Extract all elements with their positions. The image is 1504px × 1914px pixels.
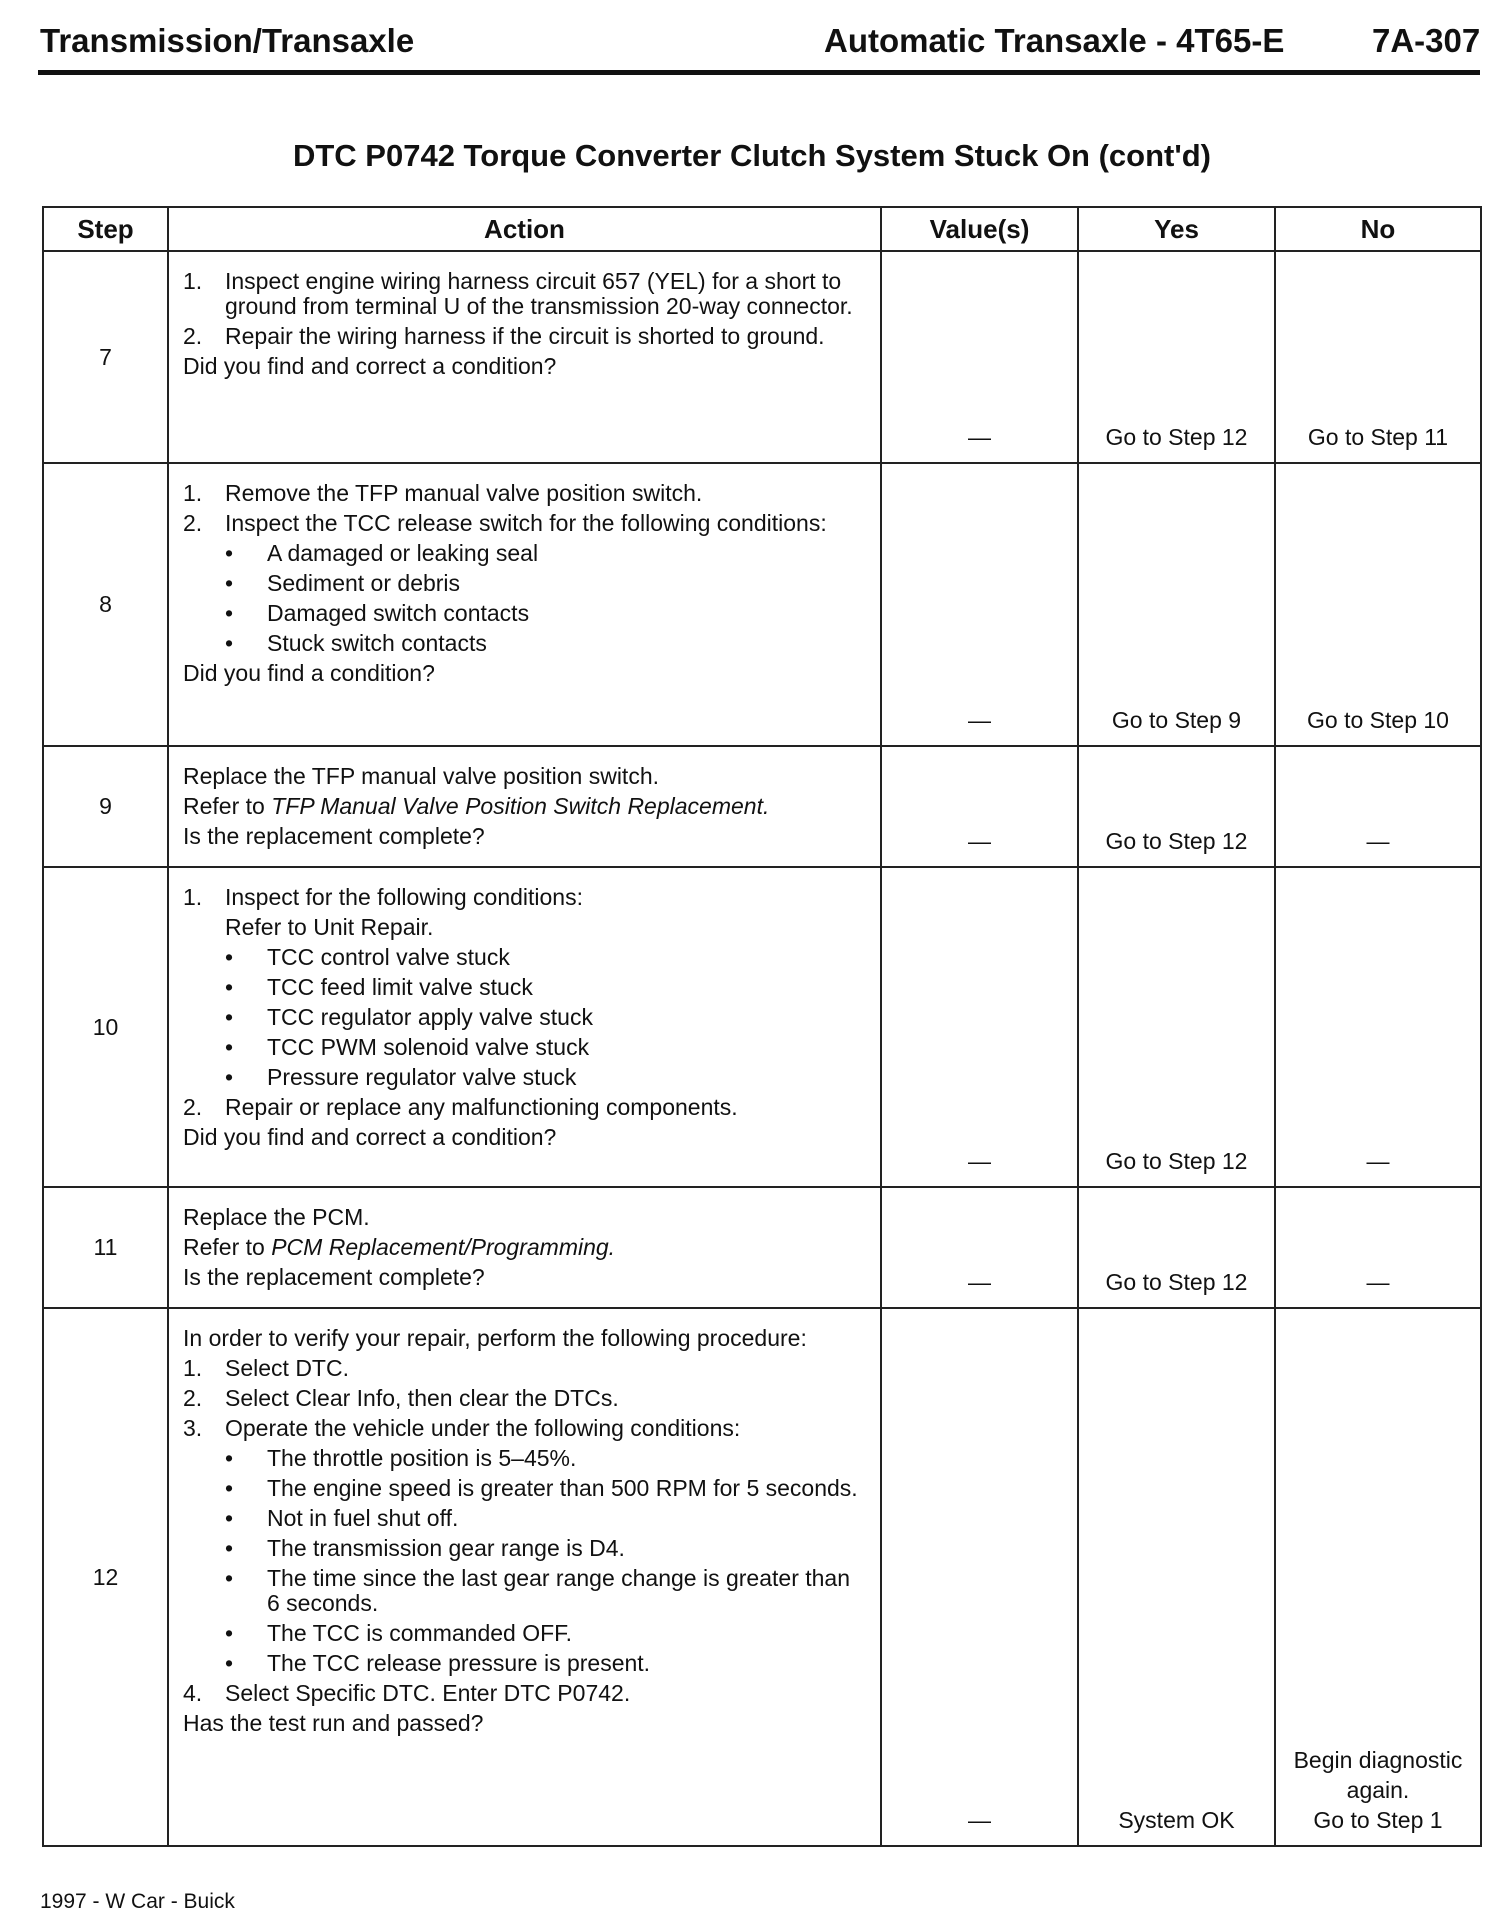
table-row-step-9 — [43, 746, 1481, 867]
condition-bullet: Sediment or debris — [267, 570, 461, 596]
action-question: Did you find and correct a condition? — [183, 353, 557, 379]
header-subject: Automatic Transaxle - 4T65-E — [824, 22, 1285, 59]
no-cell-line: Go to Step 1 — [1313, 1807, 1443, 1833]
header-section: Transmission/Transaxle — [40, 22, 415, 59]
condition-bullet: TCC PWM solenoid valve stuck — [267, 1034, 590, 1060]
yes-cell: Go to Step 12 — [1078, 251, 1275, 463]
value-cell: — — [881, 746, 1078, 867]
condition-bullet: The TCC is commanded OFF. — [267, 1620, 573, 1646]
column-header-values: Value(s) — [881, 207, 1078, 251]
diagnostic-table — [42, 206, 1482, 1847]
value-cell: — — [881, 1308, 1078, 1846]
action-line: Replace the PCM. — [183, 1204, 370, 1230]
action-item: Repair or replace any malfunctioning components. — [225, 1094, 738, 1120]
action-cell — [168, 746, 881, 867]
action-question: Is the replacement complete? — [183, 1264, 485, 1290]
condition-bullet: TCC regulator apply valve stuck — [267, 1004, 593, 1030]
no-cell: Go to Step 11 — [1275, 251, 1481, 463]
action-item: Remove the TFP manual valve position switch. — [225, 480, 703, 506]
action-item: Select DTC. — [225, 1355, 349, 1381]
step-number: 11 — [43, 1187, 168, 1308]
column-header-action: Action — [168, 207, 881, 251]
column-header-yes: Yes — [1078, 207, 1275, 251]
action-line: Replace the TFP manual valve position switch. — [183, 763, 660, 789]
value-cell: — — [881, 463, 1078, 746]
condition-bullet: Damaged switch contacts — [267, 600, 530, 626]
no-cell-line: Begin diagnostic again. — [1293, 1747, 1463, 1803]
table-row-step-11 — [43, 1187, 1481, 1308]
action-intro: In order to verify your repair, perform the following procedure: — [183, 1325, 807, 1351]
page-title: DTC P0742 Torque Converter Clutch System Stuck On (cont'd) — [292, 138, 1211, 173]
value-cell: — — [881, 867, 1078, 1187]
no-cell: — — [1275, 746, 1481, 867]
condition-bullet: A damaged or leaking seal — [267, 540, 539, 566]
column-header-step: Step — [43, 207, 168, 251]
header-rule — [38, 70, 1480, 75]
condition-bullet: Not in fuel shut off. — [267, 1505, 459, 1531]
yes-cell: System OK — [1078, 1308, 1275, 1846]
refer-link[interactable]: PCM Replacement/Programming. — [271, 1234, 616, 1260]
condition-bullet: The time since the last gear range change is greater than 6 seconds. — [267, 1565, 851, 1616]
value-cell: — — [881, 251, 1078, 463]
no-cell: Go to Step 10 — [1275, 463, 1481, 746]
action-question: Is the replacement complete? — [183, 823, 485, 849]
header-page-number: 7A-307 — [1372, 22, 1481, 59]
action-question: Has the test run and passed? — [183, 1710, 484, 1736]
condition-bullet: Pressure regulator valve stuck — [267, 1064, 577, 1090]
action-question: Did you find a condition? — [183, 660, 435, 686]
condition-bullet: TCC feed limit valve stuck — [267, 974, 533, 1000]
step-number: 7 — [43, 251, 168, 463]
action-cell — [168, 1187, 881, 1308]
refer-prefix: Refer to — [183, 793, 265, 819]
action-item: Inspect for the following conditions: — [225, 884, 583, 910]
action-item: Select Clear Info, then clear the DTCs. — [225, 1385, 619, 1411]
step-number: 9 — [43, 746, 168, 867]
action-item: Select Specific DTC. Enter DTC P0742. — [225, 1680, 631, 1706]
action-cell: 1. Inspect for the following conditions: Refer to Unit Repair. • TCC control valve stuck • TCC feed limit valve stuck • TCC regulator apply valve stuck • TCC PWM solenoid valve stuck • Pressure regulator valve stuck 2. Repair or replace any malfunctioning components. Did you find and correct a condition? — [168, 867, 881, 1187]
action-item: Operate the vehicle under the following conditions: — [225, 1415, 741, 1441]
action-cell: 1. Inspect engine wiring harness circuit 657 (YEL) for a short to ground from terminal U of the transmission 20-way connector. 2. Repair the wiring harness if the circuit is shorted to ground. Did you find and correct a condition? — [168, 251, 881, 463]
action-item: Inspect engine wiring harness circuit 657 (YEL) for a short to ground from terminal U of the transmission 20-way connector. — [225, 268, 853, 319]
no-cell — [1275, 1308, 1481, 1846]
condition-bullet: The TCC release pressure is present. — [267, 1650, 651, 1676]
value-cell: — — [881, 1187, 1078, 1308]
action-item: Inspect the TCC release switch for the following conditions: — [225, 510, 827, 536]
action-cell: In order to verify your repair, perform the following procedure: 1. Select DTC. 2. Select Clear Info, then clear the DTCs. 3. Operate the vehicle under the following conditions: • The throttle position is 5–45%. • The engine speed is greater than 500 RPM for 5 seconds. • Not in fuel shut off. • The transmission gear range is D4. • The time since the last gear range change is greater than 6 seconds. • The TCC is commanded OFF. • The TCC release pressure is present. 4. Select Specific DTC. Enter DTC P0742. Has the test run and passed? — [168, 1308, 881, 1846]
refer-link[interactable]: TFP Manual Valve Position Switch Replacement. — [271, 793, 770, 819]
step-number: 12 — [43, 1308, 168, 1846]
refer-text: Refer to Unit Repair. — [225, 914, 434, 940]
action-cell: 1. Remove the TFP manual valve position switch. 2. Inspect the TCC release switch for the following conditions: • A damaged or leaking seal • Sediment or debris • Damaged switch contacts • Stuck switch contacts Did you find a condition? — [168, 463, 881, 746]
table-row-step-7 — [43, 251, 1481, 463]
step-number: 10 — [43, 867, 168, 1187]
table-header-row — [43, 207, 1481, 251]
condition-bullet: The engine speed is greater than 500 RPM for 5 seconds. — [267, 1475, 858, 1501]
table-row-step-8 — [43, 463, 1481, 746]
yes-cell: Go to Step 9 — [1078, 463, 1275, 746]
condition-bullet: Stuck switch contacts — [267, 630, 487, 656]
refer-prefix: Refer to — [183, 1234, 265, 1260]
step-number: 8 — [43, 463, 168, 746]
table-row-step-10 — [43, 867, 1481, 1187]
action-item: Repair the wiring harness if the circuit is shorted to ground. — [225, 323, 825, 349]
condition-bullet: The throttle position is 5–45%. — [267, 1445, 577, 1471]
yes-cell: Go to Step 12 — [1078, 867, 1275, 1187]
action-question: Did you find and correct a condition? — [183, 1124, 557, 1150]
column-header-no: No — [1275, 207, 1481, 251]
yes-cell: Go to Step 12 — [1078, 746, 1275, 867]
table-row-step-12 — [43, 1308, 1481, 1846]
page-footer: 1997 - W Car - Buick — [40, 1890, 235, 1913]
no-cell: — — [1275, 1187, 1481, 1308]
condition-bullet: The transmission gear range is D4. — [267, 1535, 625, 1561]
condition-bullet: TCC control valve stuck — [267, 944, 510, 970]
yes-cell: Go to Step 12 — [1078, 1187, 1275, 1308]
no-cell: — — [1275, 867, 1481, 1187]
